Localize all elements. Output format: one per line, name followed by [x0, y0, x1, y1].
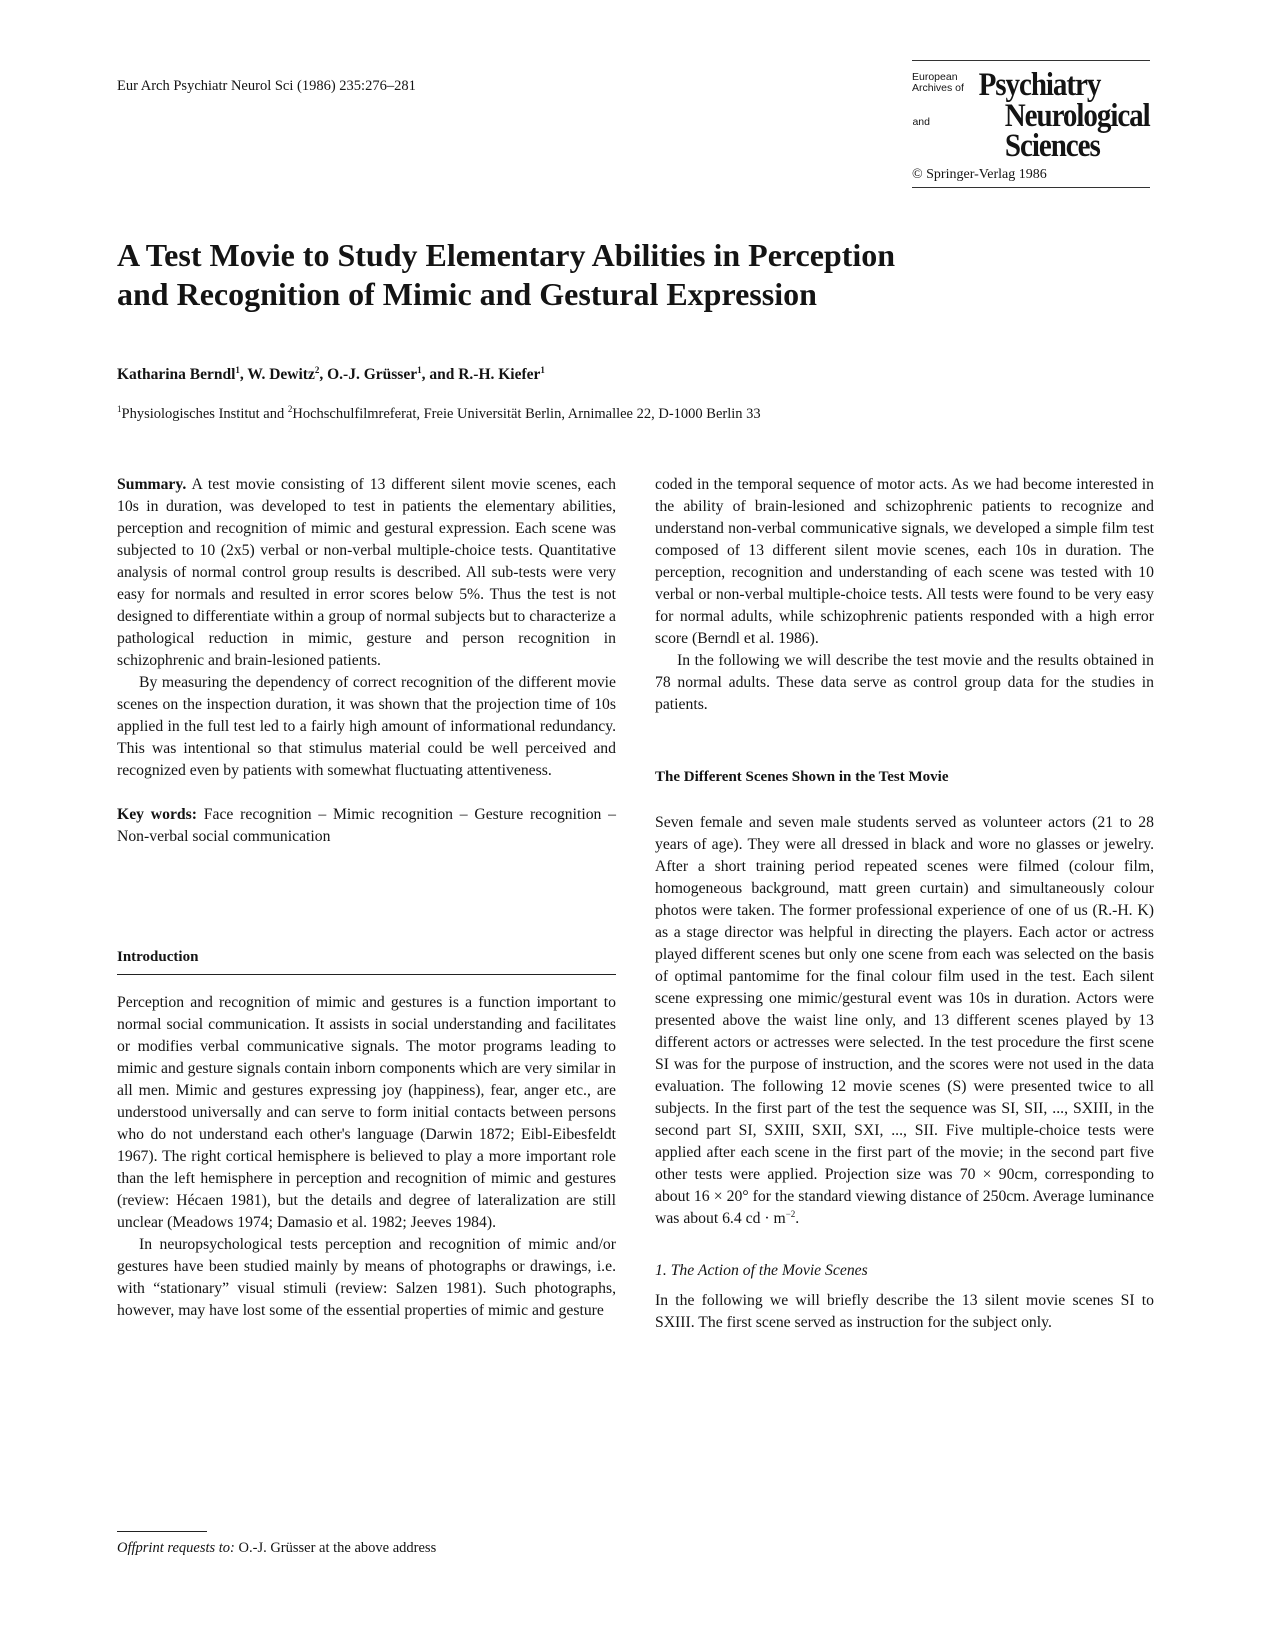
- logo-and: and: [912, 116, 930, 128]
- journal-citation: Eur Arch Psychiatr Neurol Sci (1986) 235:276–281: [117, 78, 416, 94]
- author-separator: ,: [239, 366, 248, 383]
- footnote-text: O.-J. Grüsser at the above address: [234, 1540, 437, 1556]
- logo-top-rule: [912, 60, 1150, 61]
- logo-prefix-archives: Archives of: [912, 82, 964, 94]
- logo-bottom-rule: [912, 187, 1150, 188]
- introduction-paragraph-4: In the following we will describe the test movie and the results obtained in 78 normal adults. These data serve as control group data for the studies in patients.: [655, 652, 1154, 713]
- affiliation-mark-1: 1: [117, 404, 122, 414]
- author-affiliation-mark: 1: [540, 365, 545, 375]
- keywords-text: Face recognition – Mimic recognition – Gesture recognition – Non-verbal social communication: [117, 806, 617, 845]
- summary-text: A test movie consisting of 13 different silent movie scenes, each 10s in duration, was developed to test in patients the elementary abilities, perception and recognition of mimic and gestural expression. Each scene was subjected to 10 (2x5) verbal or non-verbal multiple-choice tests. Quantitative analysis of normal control group results is described. All sub-tests were very easy for normals and resulted in error scores below 5%. Thus the test is not designed to differentiate within a group of normal subjects but to characterize a pathological reduction in mimic, gesture and person recognition in schizophrenic and brain-lesioned patients.: [117, 476, 616, 669]
- author: Katharina Berndl: [117, 366, 236, 383]
- logo-word-psychiatry: Psychiatry: [978, 67, 1100, 103]
- introduction-paragraph-1: Perception and recognition of mimic and gestures is a function important to normal social communication. It assists in social understanding and facilitates or modifies verbal communicative signals. The motor programs leading to mimic and gesture signals contain inborn components which are very similar in all men. Mimic and gestures expressing joy (happiness), fear, anger etc., are understood universally and can serve to form initial contacts between persons who do not understand each other's language (Darwin 1872; Eibl-Eibesfeldt 1967). The right cortical hemisphere is believed to play a more important role than the left hemisphere in perception and recognition of mimic and gestures (review: Hécaen 1981), but the details and degree of lateralization are still unclear (Meadows 1974; Damasio et al. 1982; Jeeves 1984).: [117, 994, 616, 1231]
- introduction-heading: Introduction: [117, 949, 199, 965]
- logo-prefix-european: European: [912, 71, 958, 83]
- scene-action-subheading: 1. The Action of the Movie Scenes: [655, 1262, 868, 1279]
- author: O.-J. Grüsser: [327, 366, 418, 383]
- affiliation-mark-2: 2: [287, 404, 293, 414]
- author-affiliation-mark: 2: [314, 365, 320, 375]
- author-affiliation-mark: 1: [235, 365, 240, 375]
- scenes-paragraph-1-text: Seven female and seven male students served as volunteer actors (21 to 28 years of age). They were all dressed in black and wore no glasses or jewelry. After a short training period repeated scenes were filmed (colour film, homogeneous background, matt green curtain) and simultaneously colour photos were taken. The former professional experience of one of us (R.-H. K) as a stage director was helpful in directing the players. Each actor or actress played different scenes but only one scene from each was selected on the basis of optimal pantomime for the final colour film used in the test. Each silent scene expressing one mimic/gestural event was 10s in duration. Actors were presented above the waist line only, and 13 different scenes played by 13 different actors or actresses were selected. In the test procedure the first scene SI was for the purpose of instruction, and the scores were not used in the data evaluation. The following 12 movie scenes (S) were presented twice to all subjects. In the first part of the test the sequence was SI, SII, ..., SXIII, in the second part SI, SXIII, SXII, SXI, ..., SII. Five multiple-choice tests were applied after each scene in the first part of the movie; in the second part five other tests were applied. Projection size was 70 × 90cm, corresponding to about 16 × 20° for the standard viewing distance of 250cm. Average luminance was about 6.4 cd · m: [655, 814, 1154, 1227]
- introduction-paragraph-2: In neuropsychological tests perception and recognition of mimic and/or gestures have been studied mainly by means of photographs or drawings, i.e. with “stationary” visual stimuli (review: Salzen 1981). Such photographs, however, may have lost some of the essential properties of mimic and gesture: [117, 1236, 616, 1319]
- scenes-paragraph-1: [655, 812, 1154, 1230]
- author: W. Dewitz: [247, 366, 315, 383]
- author-separator: , and: [421, 366, 459, 383]
- scenes-paragraph-2: In the following we will briefly describe the 13 silent movie scenes SI to SXIII. The first scene served as instruction for the subject only.: [655, 1292, 1154, 1331]
- keywords: [117, 804, 616, 848]
- affiliation-1: Physiologisches Institut and: [121, 406, 288, 422]
- journal-logo: [912, 60, 1150, 195]
- affiliation-2: Hochschulfilmreferat, Freie Universität Berlin, Arnimallee 22, D-1000 Berlin 33: [292, 406, 761, 422]
- affiliations: [117, 406, 761, 423]
- logo-word-neurological: Neurological: [1005, 98, 1150, 134]
- title-line-2: and Recognition of Mimic and Gestural Expression: [117, 276, 817, 312]
- scenes-section-heading: The Different Scenes Shown in the Test Movie: [655, 769, 949, 785]
- author-separator: ,: [319, 366, 328, 383]
- title-line-1: A Test Movie to Study Elementary Abilities in Perception: [117, 237, 896, 273]
- scenes-paragraph-1-end: .: [795, 1210, 800, 1227]
- right-column: [655, 474, 1154, 1334]
- logo-word-sciences: Sciences: [1005, 128, 1100, 164]
- article-title: [117, 236, 1017, 314]
- author: R.-H. Kiefer: [458, 366, 541, 383]
- keywords-divider: [117, 974, 616, 975]
- luminance-exponent: −2: [785, 1209, 796, 1219]
- summary-paragraph-2: By measuring the dependency of correct recognition of the different movie scenes on the inspection duration, it was shown that the projection time of 10s applied in the full test led to a fairly high amount of informational redundancy. This was intentional so that stimulus material could be well perceived and recognized even by patients with somewhat fluctuating attentiveness.: [117, 674, 616, 779]
- left-column: [117, 474, 616, 1322]
- copyright-line: © Springer-Verlag 1986: [912, 167, 1047, 182]
- summary-paragraph: [117, 474, 616, 672]
- introduction-paragraph-3: coded in the temporal sequence of motor acts. As we had become interested in the ability of brain-lesioned and schizophrenic patients to recognize and understand non-verbal communicative signals, we developed a simple film test composed of 13 different silent movie scenes, each 10s in duration. The perception, recognition and understanding of each scene was tested with 10 verbal or non-verbal multiple-choice tests. All tests were found to be very easy for normal adults, while schizophrenic patients responded with a high error score (Berndl et al. 1986).: [655, 476, 1154, 647]
- footnote-label: Offprint requests to:: [117, 1540, 235, 1556]
- offprint-footnote: [117, 1540, 436, 1557]
- author-affiliation-mark: 1: [417, 365, 422, 375]
- keywords-label: Key words:: [117, 806, 197, 823]
- footnote-rule: [117, 1531, 207, 1532]
- author-list: [117, 366, 545, 384]
- summary-label: Summary.: [117, 476, 187, 493]
